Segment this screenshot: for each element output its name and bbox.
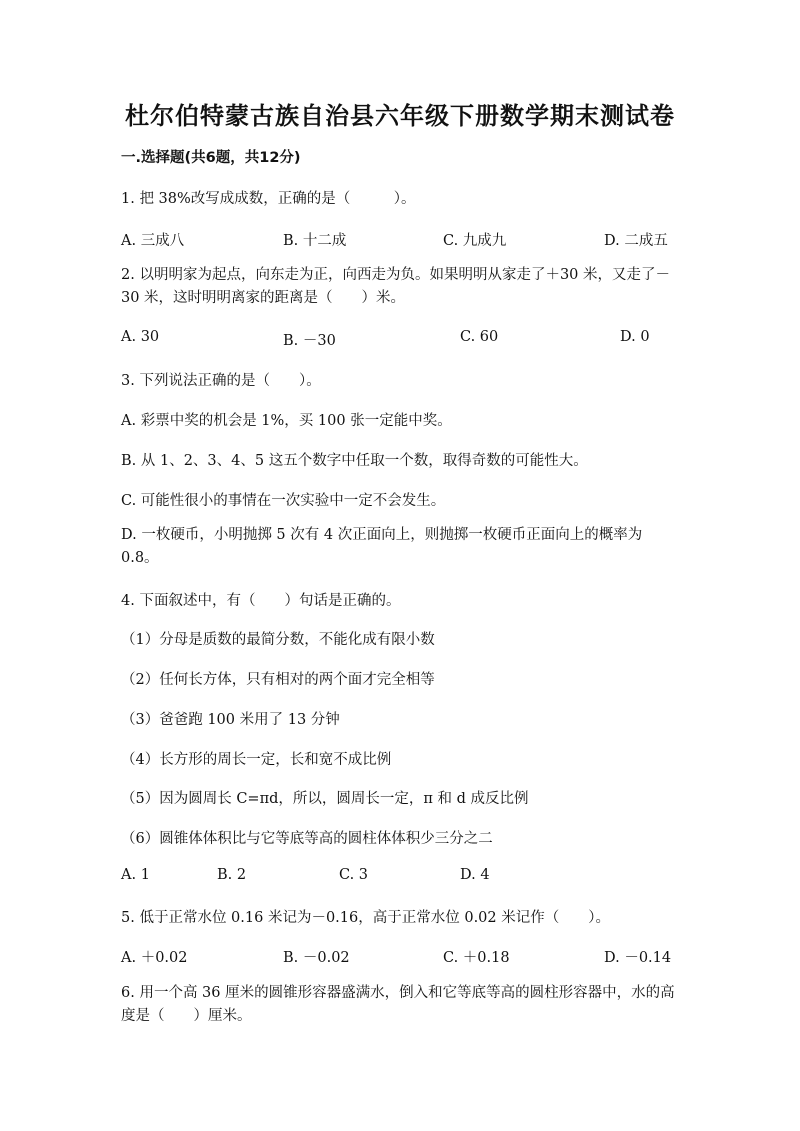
question-4-statement-4: （4）长方形的周长一定，长和宽不成比例 bbox=[121, 752, 392, 768]
question-4-statement-5: （5）因为圆周长 C=πd，所以，圆周长一定，π 和 d 成反比例 bbox=[121, 791, 529, 807]
question-4-statement-1: （1）分母是质数的最简分数，不能化成有限小数 bbox=[121, 632, 435, 648]
question-5-option-c: C. ＋0.18 bbox=[443, 950, 510, 966]
question-2-option-b: B. －30 bbox=[283, 333, 336, 349]
question-1-stem: 1. 把 38%改写成成数，正确的是（ ）。 bbox=[121, 191, 416, 207]
question-6-stem: 6. 用一个高 36 厘米的圆锥形容器盛满水，倒入和它等底等高的圆柱形容器中，水的高度是（ ）厘米。 bbox=[121, 985, 675, 1024]
question-3-option-d: D. 一枚硬币，小明抛掷 5 次有 4 次正面向上，则抛掷一枚硬币正面向上的概率为 0.8。 bbox=[121, 527, 643, 566]
question-1-option-c: C. 九成九 bbox=[443, 233, 507, 249]
question-2-stem: 2. 以明明家为起点，向东走为正，向西走为负。如果明明从家走了＋30 米，又走了－30 米，这时明明离家的距离是（ ）米。 bbox=[121, 267, 671, 306]
question-1-option-a: A. 三成八 bbox=[121, 233, 185, 249]
question-4-stem: 4. 下面叙述中，有（ ）句话是正确的。 bbox=[121, 593, 401, 609]
question-3-option-c: C. 可能性很小的事情在一次实验中一定不会发生。 bbox=[121, 493, 446, 509]
question-4-statement-3: （3）爸爸跑 100 米用了 13 分钟 bbox=[121, 712, 340, 728]
question-5-option-b: B. －0.02 bbox=[283, 950, 350, 966]
question-2-option-c: C. 60 bbox=[460, 329, 499, 345]
page-title: 杜尔伯特蒙古族自治县六年级下册数学期末测试卷 bbox=[125, 102, 675, 130]
question-1-option-d: D. 二成五 bbox=[604, 233, 668, 249]
question-1-option-b: B. 十二成 bbox=[283, 233, 347, 249]
question-4-option-c: C. 3 bbox=[339, 867, 369, 883]
question-3-option-a: A. 彩票中奖的机会是 1%，买 100 张一定能中奖。 bbox=[121, 413, 452, 429]
question-5-stem: 5. 低于正常水位 0.16 米记为－0.16，高于正常水位 0.02 米记作（ ）。 bbox=[121, 910, 610, 926]
question-4-option-d: D. 4 bbox=[460, 867, 490, 883]
question-2-option-a: A. 30 bbox=[121, 329, 160, 345]
question-5-option-a: A. ＋0.02 bbox=[121, 950, 188, 966]
question-4-statement-2: （2）任何长方体，只有相对的两个面才完全相等 bbox=[121, 672, 435, 688]
section-heading: 一.选择题(共6题，共12分) bbox=[121, 150, 301, 166]
question-4-option-b: B. 2 bbox=[217, 867, 247, 883]
question-2-option-d: D. 0 bbox=[620, 329, 650, 345]
question-3-option-b: B. 从 1、2、3、4、5 这五个数字中任取一个数，取得奇数的可能性大。 bbox=[121, 453, 588, 469]
question-4-statement-6: （6）圆锥体体积比与它等底等高的圆柱体体积少三分之二 bbox=[121, 831, 493, 847]
question-5-option-d: D. －0.14 bbox=[604, 950, 672, 966]
question-3-stem: 3. 下列说法正确的是（ ）。 bbox=[121, 373, 321, 389]
question-4-option-a: A. 1 bbox=[121, 867, 150, 883]
